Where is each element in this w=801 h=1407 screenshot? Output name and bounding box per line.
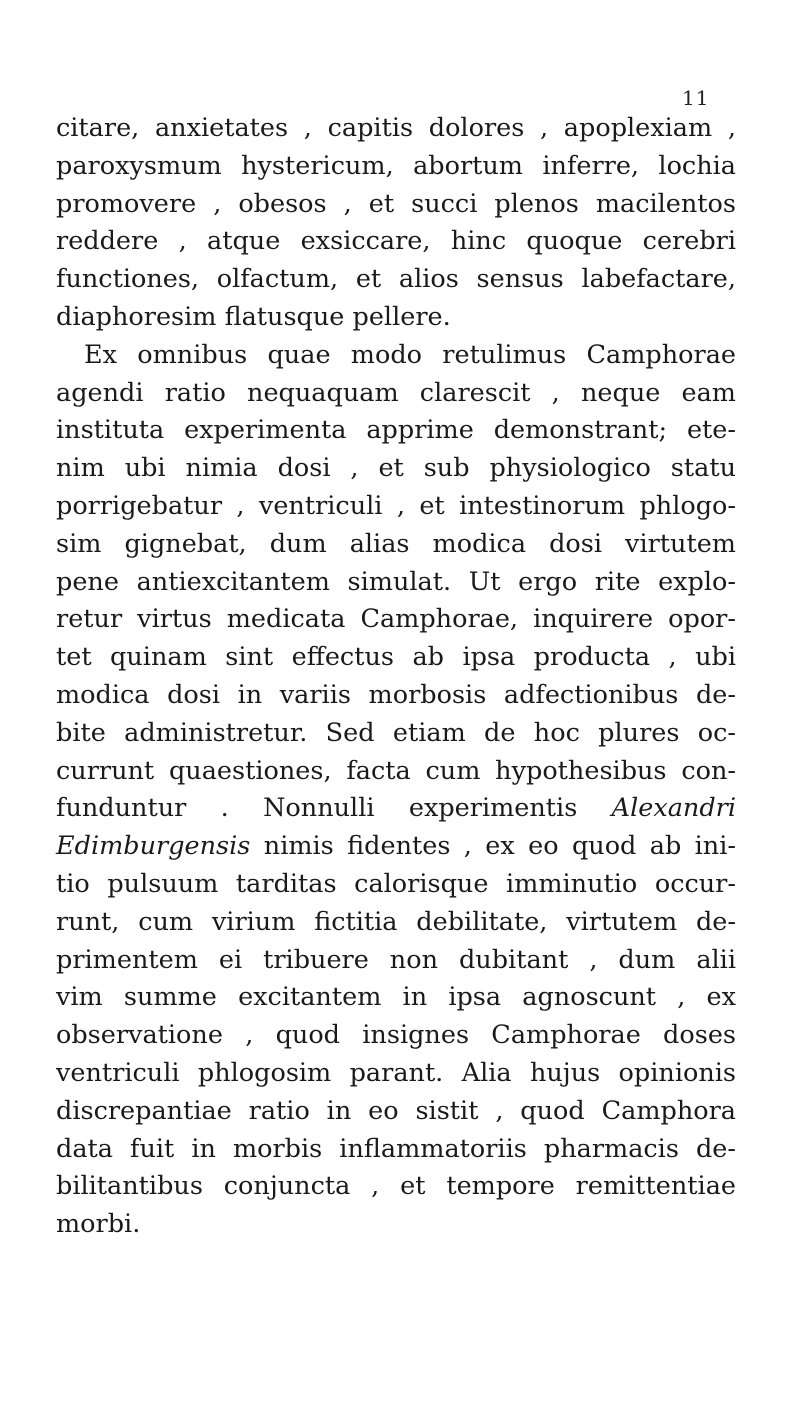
body-text (56, 110, 736, 1244)
text-segment: funduntur . Nonnulli experimentis (56, 793, 612, 824)
text-line: bilitantibus conjuncta , et tempore remittentiae (56, 1171, 736, 1202)
text-line: modica dosi in variis morbosis adfectionibus de- (56, 679, 736, 710)
text-line: tet quinam sint effectus ab ipsa producta , ubi (56, 642, 736, 673)
text-line-with-italic (56, 790, 736, 828)
page-number: 11 (682, 86, 710, 110)
text-line: sim gignebat, dum alias modica dosi virtutem (56, 528, 736, 559)
text-line: porrigebatur , ventriculi , et intestinorum phlogo- (56, 490, 736, 521)
paragraph-start-line: Ex omnibus quae modo retulimus Camphorae (84, 339, 736, 370)
text-line: retur virtus medicata Camphorae, inquirere opor- (56, 604, 736, 635)
text-segment: nimis fidentes , ex eo quod ab ini- (250, 831, 736, 862)
text-line: discrepantiae ratio in eo sistit , quod Camphora (56, 1095, 736, 1126)
text-line: agendi ratio nequaquam clarescit , neque eam (56, 377, 736, 408)
text-line: data fuit in morbis inflammatoriis pharmacis de- (56, 1133, 736, 1164)
text-line: citare, anxietates , capitis dolores , apoplexiam , (56, 113, 736, 143)
text-line: vim summe excitantem in ipsa agnoscunt , ex (56, 982, 736, 1013)
paragraph-end-line: morbi. (56, 1209, 141, 1240)
text-line-with-italic (56, 828, 736, 866)
text-line: nim ubi nimia dosi , et sub physiologico statu (56, 453, 736, 484)
text-line: tio pulsuum tarditas calorisque imminutio occur- (56, 868, 736, 899)
text-line: pene antiexcitantem simulat. Ut ergo rite explo- (56, 566, 736, 597)
text-line: bite administretur. Sed etiam de hoc plures oc- (56, 717, 736, 748)
text-line: paroxysmum hystericum, abortum inferre, lochia (56, 150, 736, 181)
text-line: runt, cum virium fictitia debilitate, virtutem de- (56, 906, 736, 937)
paragraph-end-line: diaphoresim flatusque pellere. (56, 301, 451, 332)
text-line: currunt quaestiones, facta cum hypothesibus con- (56, 755, 736, 786)
italic-name: Alexandri (611, 793, 736, 824)
text-line: functiones, olfactum, et alios sensus labefactare, (56, 264, 736, 295)
text-line: promovere , obesos , et succi plenos macilentos (56, 188, 736, 219)
italic-name: Edimburgensis (56, 831, 251, 862)
text-line: primentem ei tribuere non dubitant , dum alii (56, 944, 736, 975)
text-line: observatione , quod insignes Camphorae doses (56, 1020, 736, 1051)
text-line: instituta experimenta apprime demonstrant; ete- (56, 415, 736, 446)
text-line: ventriculi phlogosim parant. Alia hujus opinionis (56, 1057, 736, 1088)
text-line: reddere , atque exsiccare, hinc quoque cerebri (56, 226, 736, 257)
